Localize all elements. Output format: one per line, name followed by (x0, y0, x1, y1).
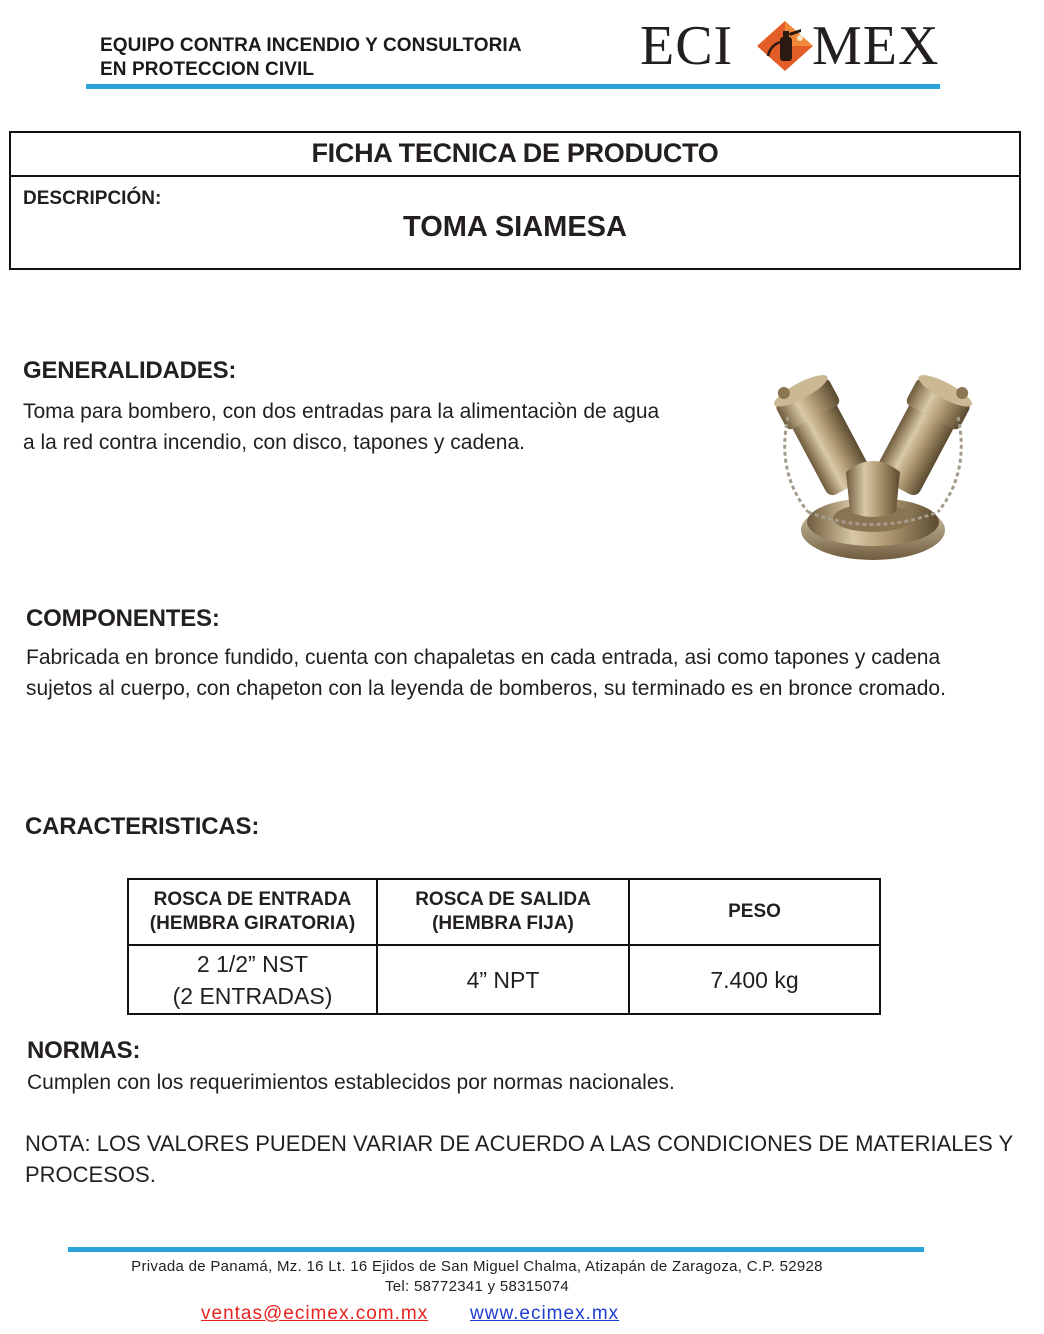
header-rosca-salida-line1: ROSCA DE SALIDA (415, 889, 591, 911)
website-link[interactable]: www.ecimex.mx (470, 1303, 620, 1324)
product-name: TOMA SIAMESA (403, 211, 627, 243)
componentes-heading: COMPONENTES: (26, 605, 220, 632)
header-divider (86, 84, 940, 89)
specifications-table (127, 878, 881, 1015)
footer-phone: Tel: 58772341 y 58315074 (384, 1278, 570, 1295)
componentes-line2: sujetos al cuerpo, con chapeton con la leyenda de bomberos, su terminado es en bronce cromado. (26, 677, 946, 700)
generalidades-heading: GENERALIDADES: (23, 357, 237, 384)
componentes-text (26, 642, 946, 704)
normas-text: Cumplen con los requerimientos establecidos por normas nacionales. (27, 1071, 675, 1094)
title-row (11, 133, 1019, 177)
nota-text (25, 1128, 1013, 1190)
siamese-connection-image (768, 362, 978, 582)
footer-address: Privada de Panamá, Mz. 16 Lt. 16 Ejidos de San Miguel Chalma, Atizapán de Zaragoza, C.P. 52928 (131, 1258, 823, 1275)
value-rosca-entrada-line2: (2 ENTRADAS) (172, 982, 333, 1009)
company-name-line1: EQUIPO CONTRA INCENDIO Y CONSULTORIA (100, 35, 522, 56)
sheet-title: FICHA TECNICA DE PRODUCTO (311, 138, 719, 168)
description-label: DESCRIPCIÓN: (23, 188, 162, 209)
company-name-line2: EN PROTECCION CIVIL (100, 59, 315, 80)
nota-line2: PROCESOS. (25, 1162, 156, 1187)
generalidades-line1: Toma para bombero, con dos entradas para la alimentaciòn de agua (23, 400, 660, 423)
header-peso-label: PESO (728, 901, 781, 923)
header-rosca-entrada-line2: (HEMBRA GIRATORIA) (149, 913, 356, 935)
header-rosca-salida-line2: (HEMBRA FIJA) (432, 913, 574, 935)
value-peso-text: 7.400 kg (710, 966, 799, 993)
header-rosca-salida (377, 879, 629, 945)
normas-heading: NORMAS: (27, 1037, 141, 1064)
footer-address-block (0, 1257, 954, 1297)
value-rosca-entrada (128, 945, 377, 1014)
footer-divider (68, 1247, 924, 1252)
logo-text-left: ECI (640, 15, 734, 77)
company-name (100, 34, 522, 82)
email-link[interactable]: ventas@ecimex.com.mx (201, 1303, 429, 1324)
table-header-row (128, 879, 880, 945)
value-rosca-salida (377, 945, 629, 1014)
generalidades-text (23, 396, 659, 458)
caracteristicas-heading: CARACTERISTICAS: (25, 813, 260, 840)
value-rosca-entrada-line1: 2 1/2” NST (196, 950, 309, 977)
value-rosca-salida-text: 4” NPT (466, 966, 540, 993)
header-rosca-entrada (128, 879, 377, 945)
generalidades-line2: a la red contra incendio, con disco, tapones y cadena. (23, 431, 525, 454)
fire-extinguisher-emblem-icon (756, 20, 814, 72)
ecimex-logo (640, 14, 940, 78)
nota-line1: NOTA: LOS VALORES PUEDEN VARIAR DE ACUERDO A LAS CONDICIONES DE MATERIALES Y (25, 1131, 1014, 1156)
header-rosca-entrada-line1: ROSCA DE ENTRADA (153, 889, 352, 911)
componentes-line1: Fabricada en bronce fundido, cuenta con chapaletas en cada entrada, asi como tapones y cadena (26, 646, 941, 669)
value-peso (629, 945, 880, 1014)
header-peso (629, 879, 880, 945)
logo-text-right: MEX (812, 15, 940, 77)
title-box (9, 131, 1021, 270)
table-row (128, 945, 880, 1014)
